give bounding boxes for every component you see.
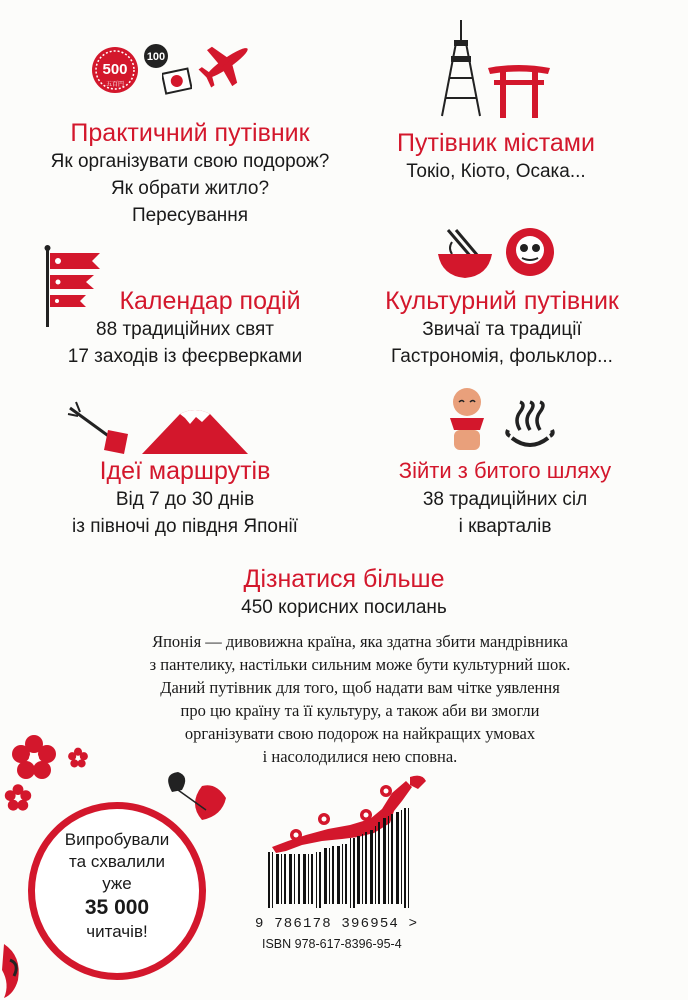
practical-guide-line: Як обрати житло? — [110, 178, 270, 199]
off-path-section — [370, 456, 640, 540]
readers-badge — [28, 802, 206, 980]
airplane-icon — [198, 38, 256, 88]
torii-icon — [486, 62, 552, 118]
routes-title: Ідеї маршрутів — [99, 457, 271, 485]
off-path-line: і кварталів — [458, 516, 552, 537]
ramen-icon — [436, 228, 494, 280]
barcode-icon — [268, 808, 434, 908]
practical-guide-line: Як організувати свою подорож? — [50, 151, 330, 172]
city-guide-line: Токіо, Кіото, Осака... — [406, 161, 586, 182]
description-line: організувати свою подорож на найкращих умовах — [184, 724, 536, 743]
learn-more-section — [194, 564, 494, 621]
description-line: Японія — дивовижна країна, яка здатна збити мандрівника — [152, 632, 568, 651]
calendar-title: Календар подій — [119, 287, 301, 315]
learn-more-title: Дізнатися більше — [243, 565, 445, 593]
isbn-number: ISBN 978-617-8396-95-4 — [262, 937, 402, 951]
koi-icon — [0, 940, 34, 1000]
badge-line: читачів! — [86, 922, 148, 941]
daruma-icon — [504, 226, 556, 278]
off-path-line: 38 традиційних сіл — [422, 489, 588, 510]
description-line: Даний путівник для того, щоб надати вам чітке уявлення — [160, 678, 560, 697]
culture-guide-title: Культурний путівник — [385, 287, 619, 315]
badge-line: уже — [102, 874, 132, 893]
onsen-icon — [500, 400, 560, 452]
skytree-icon — [436, 18, 486, 118]
practical-guide-line: Пересування — [131, 205, 249, 226]
city-guide-title: Путівник містами — [397, 129, 595, 157]
calendar-section — [40, 286, 330, 370]
flag-icon — [162, 66, 192, 98]
barcode-digits: 9 786178 396954 > — [255, 916, 419, 932]
culture-guide-line: Звичаї та традиції — [422, 319, 582, 340]
shamisen-icon — [66, 400, 136, 456]
jizo-icon — [444, 386, 490, 452]
badge-line: Випробували — [64, 830, 170, 849]
culture-guide-line: Гастрономія, фольклор... — [391, 346, 613, 367]
routes-line: Від 7 до 30 днів — [115, 489, 255, 510]
fuji-icon — [140, 400, 250, 456]
svg-text:100: 100 — [146, 51, 166, 63]
description-line: про цю країну та її культуру, а також аби ви змогли — [180, 701, 540, 720]
practical-guide-section — [30, 118, 350, 229]
routes-line: із півночі до півдня Японії — [72, 516, 298, 537]
description-line: з пантелику, настільки сильним може бути культурний шок. — [149, 655, 571, 674]
svg-text:五百円: 五百円 — [105, 81, 125, 88]
calendar-line: 17 заходів із феєрверками — [67, 346, 303, 367]
routes-section — [40, 456, 330, 540]
description-paragraph — [60, 630, 660, 768]
svg-text:500: 500 — [102, 61, 128, 78]
description-line: і насолодилися нею сповна. — [262, 747, 458, 766]
badge-line: та схвалили — [69, 852, 165, 871]
city-guide-section — [366, 128, 626, 185]
practical-guide-title: Практичний путівник — [70, 119, 310, 147]
culture-guide-section — [352, 286, 652, 370]
calendar-line: 88 традиційних свят — [96, 319, 274, 340]
learn-more-line: 450 корисних посилань — [241, 597, 447, 618]
off-path-title: Зійти з битого шляху — [398, 458, 612, 483]
badge-count: 35 000 — [84, 896, 150, 919]
